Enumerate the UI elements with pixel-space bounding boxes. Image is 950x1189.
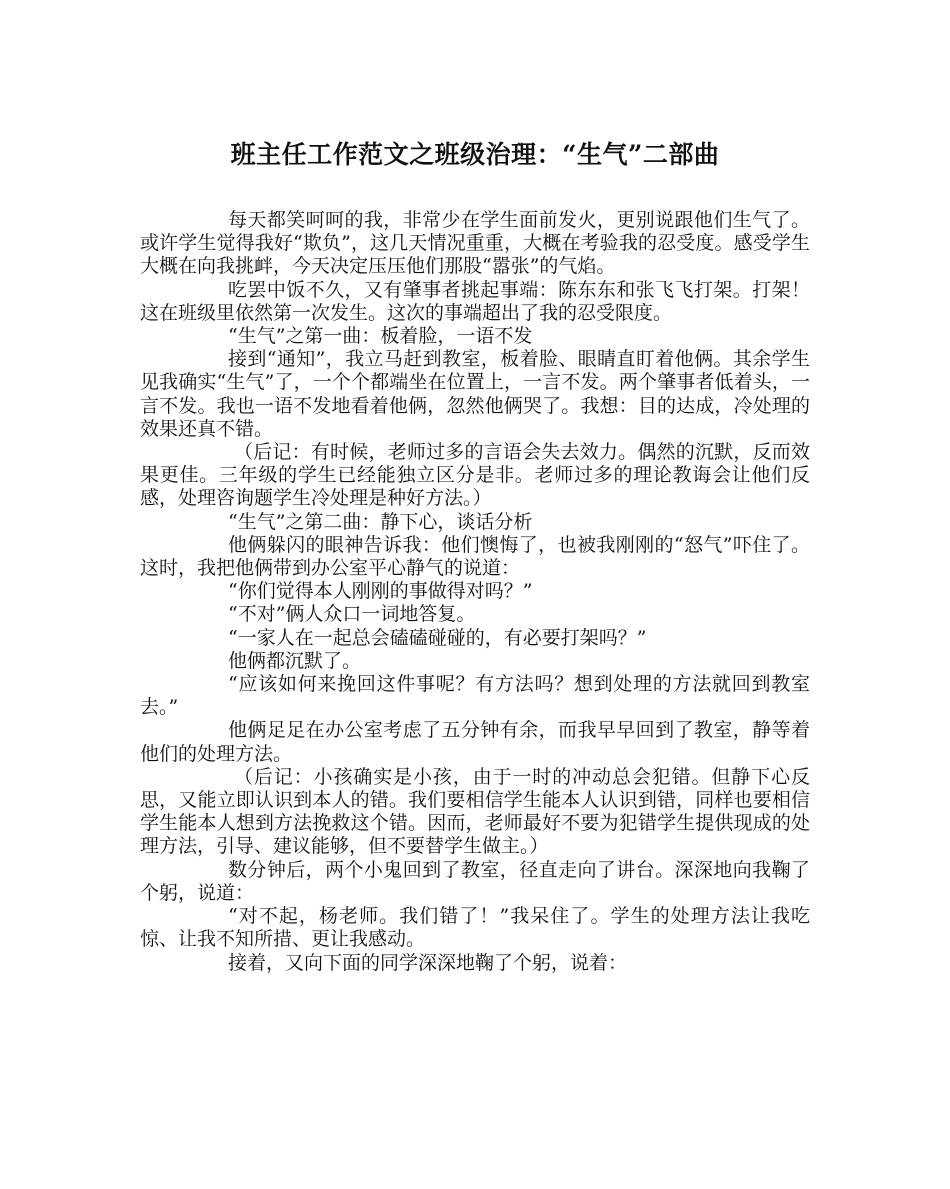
paragraph: 数分钟后，两个小鬼回到了教室，径直走向了讲台。深深地向我鞠了个躬，说道： bbox=[140, 858, 810, 904]
paragraph: 每天都笑呵呵的我，非常少在学生面前发火，更别说跟他们生气了。或许学生觉得我好“欺负”，这几天情况重重，大概在考验我的忍受度。感受学生大概在向我挑衅，今天决定压压他们那股“嚣张”的气焰。 bbox=[140, 209, 810, 278]
section-heading: “生气”之第二曲：静下心，谈话分析 bbox=[228, 510, 533, 533]
section-heading: “生气”之第一曲：板着脸，一语不发 bbox=[228, 325, 533, 348]
postscript-note: （后记：小孩确实是小孩，由于一时的冲动总会犯错。但静下心反思，又能立即认识到本人的错。我们要相信学生能本人认识到错，同样也要相信学生能本人想到方法挽救这个错。因而，老师最好不要为犯错学生提供现成的处理方法，引导、建议能够，但不要替学生做主。） bbox=[140, 765, 810, 858]
document-title: 班主任工作范文之班级治理：“生气”二部曲 bbox=[230, 140, 720, 169]
paragraph: 接到“通知”，我立马赶到教室，板着脸、眼睛直盯着他俩。其余学生见我确实“生气”了，一个个都端坐在位置上，一言不发。两个肇事者低着头，一言不发。我也一语不发地看着他俩，忽然他俩哭了。我想：目的达成，冷处理的效果还真不错。 bbox=[140, 348, 810, 440]
document-body bbox=[140, 209, 810, 975]
dialogue-line: “应该如何来挽回这件事呢？有方法吗？想到处理的方法就回到教室去。” bbox=[140, 673, 810, 719]
dialogue-line: “你们觉得本人刚刚的事做得对吗？” bbox=[228, 580, 533, 603]
postscript-note: （后记：有时候，老师过多的言语会失去效力。偶然的沉默，反而效果更佳。三年级的学生已经能独立区分是非。老师过多的理论教诲会让他们反感，处理咨询题学生冷处理是种好方法。） bbox=[140, 441, 810, 510]
paragraph: 他俩躲闪的眼神告诉我：他们懊悔了，也被我刚刚的“怒气”吓住了。这时，我把他俩带到办公室平心静气的说道： bbox=[140, 533, 810, 580]
paragraph: 他俩足足在办公室考虑了五分钟有余，而我早早回到了教室，静等着他们的处理方法。 bbox=[140, 719, 810, 765]
paragraph: 接着，又向下面的同学深深地鞠了个躬，说着： bbox=[228, 951, 628, 974]
dialogue-line: “对不起，杨老师。我们错了！”我呆住了。学生的处理方法让我吃惊、让我不知所措、更让我感动。 bbox=[140, 905, 810, 951]
paragraph: 吃罢中饭不久，又有肇事者挑起事端：陈东东和张飞飞打架。打架！这在班级里依然第一次发生。这次的事端超出了我的忍受限度。 bbox=[140, 278, 810, 324]
dialogue-line: “一家人在一起总会磕磕碰碰的，有必要打架吗？” bbox=[228, 626, 647, 649]
dialogue-line: “不对”俩人众口一词地答复。 bbox=[228, 603, 476, 626]
paragraph: 他俩都沉默了。 bbox=[228, 649, 362, 672]
